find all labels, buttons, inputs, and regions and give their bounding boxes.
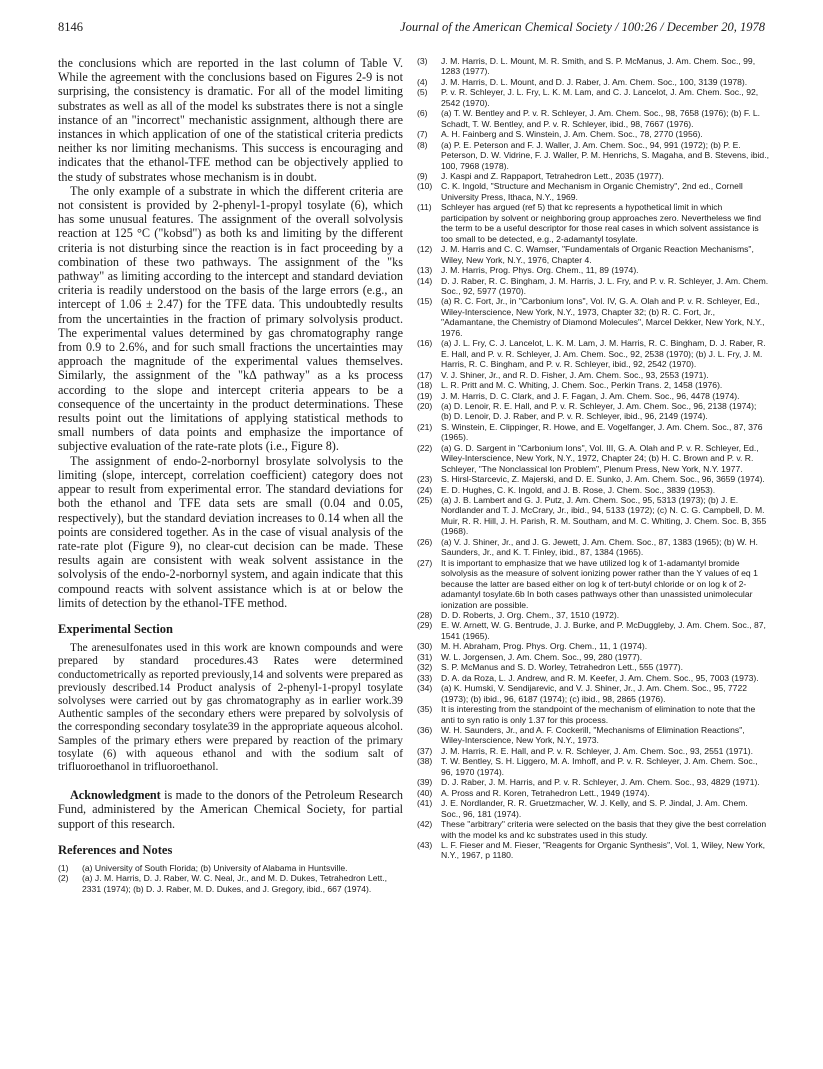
reference-number: (1)	[58, 862, 69, 873]
reference-text: L. F. Fieser and M. Fieser, "Reagents for Organic Synthesis", Vol. 1, Wiley, New York, N.Y., 1967, p 1180.	[441, 839, 766, 861]
reference-item	[417, 380, 769, 390]
reference-number: (10)	[417, 181, 433, 192]
reference-item	[417, 296, 769, 338]
left-column	[58, 56, 403, 894]
reference-text: It is important to emphasize that we have utilized log k of 1-adamantyl bromide solvolysis as the measure of solvent ionizing power rather than the Y values of eq 1 because the latter are based either on log k of tert-butyl chloride or on log k of 2-adamantyl tosylate.6b In both cases pathways other than unassisted unimolecular ionization are possible.	[441, 557, 758, 610]
reference-text: L. R. Pritt and M. C. Whiting, J. Chem. Soc., Perkin Trans. 2, 1458 (1976).	[441, 380, 723, 391]
reference-item	[417, 171, 769, 181]
reference-item	[417, 391, 769, 401]
reference-number: (39)	[417, 777, 433, 788]
reference-number: (20)	[417, 400, 433, 411]
reference-text: W. H. Saunders, Jr., and A. F. Cockerill, "Mechanisms of Elimination Reactions", Wiley-Interscience, New York, N.Y., 1973.	[441, 725, 745, 746]
reference-number: (18)	[417, 380, 433, 391]
reference-item	[417, 87, 769, 108]
reference-text: T. W. Bentley, S. H. Liggero, M. A. Imhoff, and P. v. R. Schleyer, J. Am. Chem. Soc., 96, 1970 (1974).	[441, 756, 758, 777]
reference-text: (a) T. W. Bentley and P. v. R. Schleyer, J. Am. Chem. Soc., 98, 7658 (1976); (b) F. L. Schadt, T. W. Bentley, and P. v. R. Schleyer, ibid., 98, 7667 (1976).	[441, 108, 761, 129]
running-header	[58, 20, 765, 36]
reference-text: J. M. Harris, Prog. Phys. Org. Chem., 11, 89 (1974).	[441, 265, 639, 276]
reference-number: (35)	[417, 704, 433, 715]
reference-text: A. H. Fainberg and S. Winstein, J. Am. Chem. Soc., 78, 2770 (1956).	[441, 129, 703, 140]
reference-text: (a) D. Lenoir, R. E. Hall, and P. v. R. Schleyer, J. Am. Chem. Soc., 96, 2138 (1974); (b) D. Lenoir, D. J. Raber, and P. v. R. Schleyer, ibid., 96, 2149 (1974).	[441, 400, 757, 422]
reference-number: (41)	[417, 798, 433, 809]
reference-number: (38)	[417, 756, 433, 767]
reference-number: (8)	[417, 139, 428, 150]
reference-text: V. J. Shiner, Jr., and R. D. Fisher, J. Am. Chem. Soc., 93, 2553 (1971).	[441, 369, 709, 380]
reference-item	[417, 537, 769, 558]
reference-item	[417, 704, 769, 725]
reference-text: D. D. Roberts, J. Org. Chem., 37, 1510 (1972).	[441, 610, 620, 621]
reference-item	[417, 474, 769, 484]
reference-number: (34)	[417, 683, 433, 694]
reference-text: J. Kaspi and Z. Rappaport, Tetrahedron Lett., 2035 (1977).	[441, 170, 664, 181]
reference-item	[417, 202, 769, 244]
references-list-right	[417, 56, 769, 861]
reference-number: (4)	[417, 76, 428, 87]
acknowledgment-lead: Acknowledgment	[70, 788, 161, 803]
reference-item	[417, 108, 769, 129]
reference-item	[417, 725, 769, 746]
reference-text: (a) J. L. Fry, C. J. Lancelot, L. K. M. Lam, J. M. Harris, R. C. Bingham, D. J. Raber, R. E. Hall, and P. v. R. Schleyer, J. Am. Chem. Soc., 92, 2538 (1970); (b) J. L. Fry, J. M. Harris, R. C. Bingham, and P. v. R. Schleyer, ibid., 92, 2542 (1970).	[441, 338, 766, 370]
reference-number: (22)	[417, 442, 433, 453]
reference-number: (26)	[417, 536, 433, 547]
reference-number: (19)	[417, 390, 433, 401]
reference-item	[417, 662, 769, 672]
reference-number: (24)	[417, 484, 433, 495]
reference-number: (23)	[417, 474, 433, 485]
reference-item	[417, 788, 769, 798]
references-list-left	[58, 863, 403, 894]
reference-text: J. M. Harris, D. L. Mount, M. R. Smith, and S. P. McManus, J. Am. Chem. Soc., 99, 1283 (1977).	[441, 56, 756, 77]
reference-number: (31)	[417, 651, 433, 662]
reference-text: (a) J. B. Lambert and G. J. Putz, J. Am. Chem. Soc., 95, 5313 (1973); (b) J. E. Nordlander and T. J. McCrary, Jr., ibid., 94, 5133 (1972); (c) N. C. G. Campbell, D. M. Muir, R. R. Hill, J. H. Parish, R. M. Southam, and M. C. Whiting, J. Chem. Soc. B, 355 (1968).	[441, 495, 767, 537]
reference-item	[417, 620, 769, 641]
reference-text: (a) V. J. Shiner, Jr., and J. G. Jewett, J. Am. Chem. Soc., 87, 1383 (1965); (b) W. H. Saunders, Jr., and K. T. Finley, ibid., 87, 1384 (1965).	[441, 536, 758, 558]
acknowledgment-text: is made to the donors of the Petroleum Research Fund, administered by the American Chemical Society, for partial support of this research.	[58, 788, 403, 831]
references-heading: References and Notes	[58, 842, 173, 857]
reference-number: (17)	[417, 369, 433, 380]
body-paragraph-1: the conclusions which are reported in the last column of Table V. While the agreement with the conclusions based on Figures 2-9 is not surprising, the consistency is dramatic. For all of the model limiting substrates as well as all of the model ks substrates there is not a single instance of an "incorrect" mechanistic assignment, although there are instances in which application of one of the statistical criteria predicts neither ks nor limiting mechanisms. This success is encouraging and indicates that the ethanol-TFE method can be objectively applied to the study of substrates whose mechanism is in doubt.	[58, 56, 403, 184]
reference-text: These "arbitrary" criteria were selected on the basis that they give the best correlation with the model ks and kc substrates used in this study.	[441, 819, 767, 840]
acknowledgment-paragraph	[58, 788, 403, 831]
reference-number: (37)	[417, 745, 433, 756]
reference-item	[417, 401, 769, 422]
reference-text: E. D. Hughes, C. K. Ingold, and J. B. Rose, J. Chem. Soc., 3839 (1953).	[441, 484, 716, 495]
reference-item	[417, 181, 769, 202]
reference-item	[417, 485, 769, 495]
reference-text: D. J. Raber, J. M. Harris, and P. v. R. Schleyer, J. Am. Chem. Soc., 93, 4829 (1971).	[441, 777, 760, 788]
reference-item	[417, 610, 769, 620]
reference-text: S. Winstein, E. Clippinger, R. Howe, and E. Vogelfanger, J. Am. Chem. Soc., 87, 376 (1965).	[441, 421, 763, 443]
reference-text: J. M. Harris, R. E. Hall, and P. v. R. Schleyer, J. Am. Chem. Soc., 93, 2551 (1971).	[441, 745, 754, 756]
reference-number: (9)	[417, 170, 428, 181]
reference-text: S. P. McManus and S. D. Worley, Tetrahedron Lett., 555 (1977).	[441, 662, 684, 673]
reference-text: E. W. Arnett, W. G. Bentrude, J. J. Burke, and P. McDuggleby, J. Am. Chem. Soc., 87, 1541 (1965).	[441, 620, 766, 641]
reference-item	[417, 798, 769, 819]
reference-number: (33)	[417, 672, 433, 683]
reference-number: (14)	[417, 275, 433, 286]
reference-text: P. v. R. Schleyer, J. L. Fry, L. K. M. Lam, and C. J. Lancelot, J. Am. Chem. Soc., 92, 2542 (1970).	[441, 87, 759, 108]
reference-number: (21)	[417, 421, 433, 432]
reference-number: (16)	[417, 338, 433, 349]
reference-text: (a) University of South Florida; (b) University of Alabama in Huntsville.	[82, 862, 348, 873]
reference-item	[417, 777, 769, 787]
reference-item	[417, 673, 769, 683]
body-paragraph-2: The only example of a substrate in which the different criteria are not consistent is provided by 2-phenyl-1-propyl tosylate (6), which has some unusual features. The assignment of the overall solvolysis reaction at 125 °C ("kobsd") as both ks and limiting by the different criteria is not disturbing since the reaction is in fact proceeding by a combination of these two pathways. The assignment of the "ks pathway" as limiting according to the intercept and standard deviation criteria is readily understood on the basis of the large errors (e.g., an intercept of 1.06 ± 2.47) for the TFE data. This undoubtedly results from the uncertainties in the fraction of primary solvolysis product. The experimental values determined by gas chromatography range from 0.9 to 2.6%, and for such small fractions the uncertainties may approach the magnitude of the experimental values themselves. Similarly, the assignment of the "kΔ pathway" as a ks process according to the slope and intercept criteria appears to be a consequence of the uncertainty in the product determinations. These results point out the limitations of applying statistical methods to small numbers of data points and emphasize the importance of subjective evaluation of the rate-rate plots (i.e., Figure 8).	[58, 183, 403, 454]
reference-item	[417, 140, 769, 171]
reference-item	[417, 683, 769, 704]
reference-item	[417, 77, 769, 87]
reference-number: (3)	[417, 56, 428, 66]
reference-number: (11)	[417, 202, 432, 213]
reference-text: Schleyer has argued (ref 5) that kc represents a hypothetical limit in which participation by solvent or neighboring group approaches zero. Nevertheless we find the term to be a useful descriptor for those real cases in which solvent assistance is too small to be detected, e.g., 2-adamantyl tosylate.	[441, 202, 762, 244]
reference-text: D. A. da Roza, L. J. Andrew, and R. M. Keefer, J. Am. Chem. Soc., 95, 7003 (1973).	[441, 672, 759, 683]
experimental-section-heading: Experimental Section	[58, 621, 173, 636]
reference-item	[58, 863, 403, 873]
reference-number: (43)	[417, 839, 433, 850]
reference-number: (13)	[417, 265, 433, 276]
reference-text: J. M. Harris, D. C. Clark, and J. F. Fagan, J. Am. Chem. Soc., 96, 4478 (1974).	[441, 390, 740, 401]
reference-item	[417, 422, 769, 443]
reference-text: (a) G. D. Sargent in "Carbonium Ions", Vol. III, G. A. Olah and P. v. R. Schleyer, Ed., Wiley-Interscience, New York, N.Y., 1972, Chapter 24; (b) H. C. Brown and P. v. R. Schleyer, "The Nonclassical Ion Problem", Plenum Press, New York, N.Y. 1977.	[441, 442, 759, 474]
reference-text: M. H. Abraham, Prog. Phys. Org. Chem., 11, 1 (1974).	[441, 641, 648, 652]
reference-text: C. K. Ingold, "Structure and Mechanism in Organic Chemistry", 2nd ed., Cornell University Press, Ithaca, N.Y., 1969.	[441, 181, 743, 202]
reference-number: (29)	[417, 620, 433, 631]
reference-item	[417, 652, 769, 662]
reference-text: A. Pross and R. Koren, Tetrahedron Lett., 1949 (1974).	[441, 787, 650, 798]
reference-number: (7)	[417, 129, 428, 140]
reference-number: (25)	[417, 495, 433, 506]
reference-item	[417, 265, 769, 275]
reference-item	[417, 819, 769, 840]
reference-text: (a) K. Humski, V. Sendijarevic, and V. J. Shiner, Jr., J. Am. Chem. Soc., 95, 7722 (1973); (b) ibid., 96, 6187 (1974); (c) ibid., 98, 2865 (1976).	[441, 683, 748, 704]
reference-number: (32)	[417, 662, 433, 673]
reference-text: J. E. Nordlander, R. R. Gruetzmacher, W. J. Kelly, and S. P. Jindal, J. Am. Chem. Soc., 96, 181 (1974).	[441, 798, 748, 819]
reference-item	[417, 244, 769, 265]
reference-item	[58, 873, 403, 894]
reference-number: (2)	[58, 873, 69, 884]
reference-number: (6)	[417, 108, 428, 119]
reference-item	[417, 443, 769, 474]
reference-number: (15)	[417, 296, 433, 307]
reference-item	[417, 641, 769, 651]
experimental-paragraph: The arenesulfonates used in this work are known compounds and were prepared by standard procedures.43 Rates were determined conductometrically as reported previously,14 and solvents were prepared as previously described.14 Product analysis of 2-phenyl-1-propyl tosylate solvolyses were carried out by gas chromatography as in earlier work.39 Authentic samples of the secondary ethers were prepared by solvolysis of the corresponding secondary tosylate39 in the appropriate aqueous alcohol. Samples of the primary ethers were prepared by reaction of the primary tosylate (6) with aqueous ethanol and with the sodium salt of trifluoroethanol in trifluoroethanol.	[58, 642, 403, 773]
reference-item	[417, 495, 769, 537]
reference-number: (12)	[417, 244, 433, 255]
reference-text: S. Hirsl-Starcevic, Z. Majerski, and D. E. Sunko, J. Am. Chem. Soc., 96, 3659 (1974).	[441, 474, 765, 485]
reference-item	[417, 338, 769, 369]
reference-number: (5)	[417, 87, 428, 98]
reference-item	[417, 756, 769, 777]
reference-number: (42)	[417, 819, 433, 830]
reference-item	[417, 56, 769, 77]
reference-text: It is interesting from the standpoint of the mechanism of elimination to note that the anti to syn ratio is only 1.37 for this process.	[441, 704, 756, 725]
journal-citation-line: Journal of the American Chemical Society / 100:26 / December 20, 1978	[400, 20, 765, 34]
reference-number: (28)	[417, 610, 433, 621]
reference-text: W. L. Jorgensen, J. Am. Chem. Soc., 99, 280 (1977).	[441, 651, 643, 662]
reference-number: (40)	[417, 787, 433, 798]
reference-number: (30)	[417, 641, 433, 652]
reference-text: (a) P. E. Peterson and F. J. Waller, J. Am. Chem. Soc., 94, 991 (1972); (b) P. E. Peterson, D. W. Vidrine, F. J. Waller, P. M. Henrichs, S. Magaha, and B. Stevens, ibid., 100, 7968 (1978).	[441, 139, 769, 171]
reference-item	[417, 276, 769, 297]
reference-item	[417, 129, 769, 139]
page-number: 8146	[58, 20, 83, 34]
body-paragraph-3: The assignment of endo-2-norbornyl brosylate solvolysis to the limiting (slope, intercept, correlation coefficient) category does not appear to result from experimental error. The standard deviations for both the ethanol and TFE data sets are small (0.04 and 0.05, respectively), but the standard deviation increases to 0.14 when all the points are considered together. As in the case of visual analysis of the rate-rate plot (Figure 9), no clear-cut decision can be made. These results again are consistent with weak solvent assistance in the solvolysis of the endo-2-norbornyl system, and again indicate that this compound reacts with solvent assistance which is at or below the limits of detection by the ethanol-TFE method.	[58, 453, 403, 610]
reference-number: (36)	[417, 725, 433, 735]
reference-text: (a) R. C. Fort, Jr., in "Carbonium Ions", Vol. IV, G. A. Olah and P. v. R. Schleyer, Ed., Wiley-Interscience, New York, N.Y., 1973, Chapter 32; (b) R. C. Fort, Jr., "Adamantane, the Chemistry of Diamond Molecules", Marcel Dekker, New York, N.Y., 1976.	[441, 296, 765, 338]
reference-text: J. M. Harris, D. L. Mount, and D. J. Raber, J. Am. Chem. Soc., 100, 3139 (1978).	[441, 76, 748, 87]
experimental-section	[58, 642, 403, 774]
reference-text: D. J. Raber, R. C. Bingham, J. M. Harris, J. L. Fry, and P. v. R. Schleyer, J. Am. Chem. Soc., 92, 5977 (1970).	[441, 275, 769, 296]
reference-item	[417, 840, 769, 861]
reference-text: (a) J. M. Harris, D. J. Raber, W. C. Neal, Jr., and M. D. Dukes, Tetrahedron Lett., 2331 (1974); (b) D. J. Raber, M. D. Dukes, and J. Gregory, ibid., 667 (1974).	[82, 873, 388, 894]
reference-item	[417, 746, 769, 756]
reference-text: J. M. Harris and C. C. Wamser, "Fundamentals of Organic Reaction Mechanisms", Wiley, New York, N.Y., 1976, Chapter 4.	[441, 244, 754, 265]
reference-item	[417, 558, 769, 610]
reference-item	[417, 370, 769, 380]
reference-number: (27)	[417, 557, 433, 568]
